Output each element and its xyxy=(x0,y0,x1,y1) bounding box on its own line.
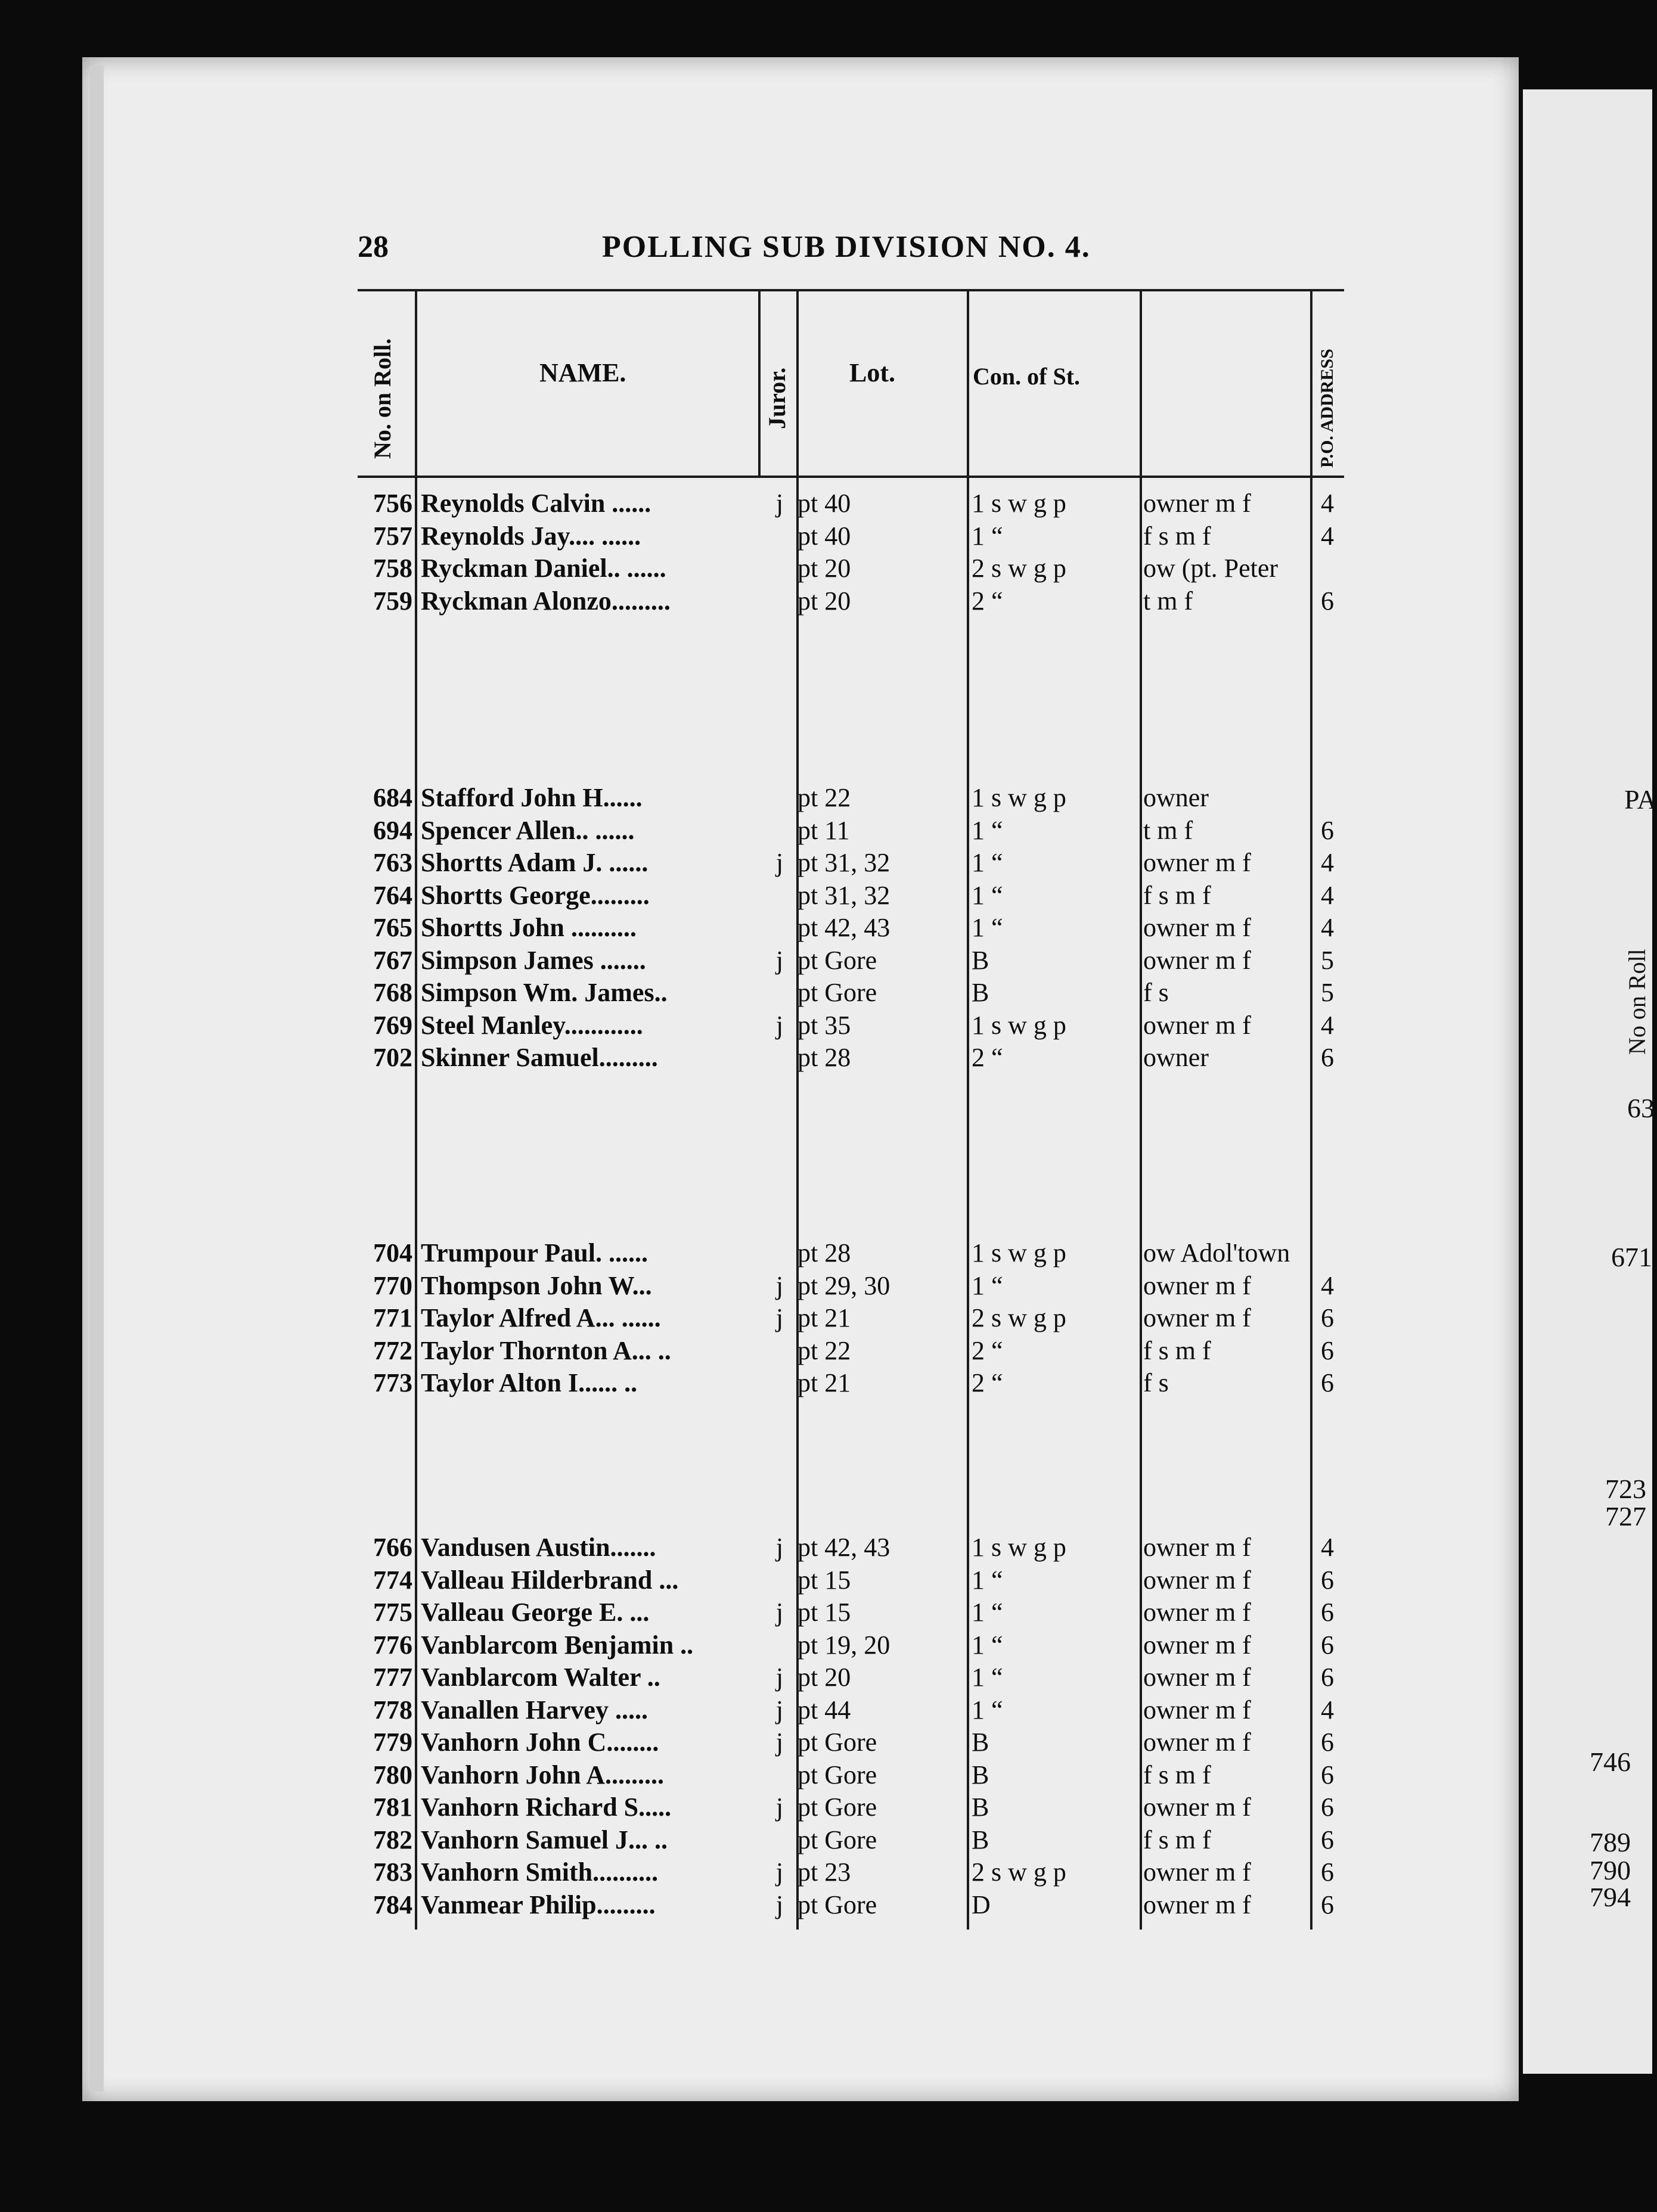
occupation-cell: owner m f xyxy=(1143,1271,1251,1300)
roll-number: 782 xyxy=(373,1825,412,1854)
table-row xyxy=(0,1367,1652,1399)
voter-name: Taylor Thornton A... .. xyxy=(421,1336,671,1365)
concession-cell: 2 s w g p xyxy=(972,1303,1066,1332)
voter-name: Thompson John W... xyxy=(421,1271,652,1300)
adjacent-column-fragment: No on Roll xyxy=(1624,949,1650,1055)
table-row xyxy=(0,552,1652,585)
lot-cell: pt 15 xyxy=(798,1598,851,1627)
voter-name: Ryckman Daniel.. ...... xyxy=(421,554,666,583)
lot-cell: pt 42, 43 xyxy=(798,1533,890,1562)
juror-mark: j xyxy=(775,1792,784,1822)
po-address-cell: 6 xyxy=(1321,586,1334,616)
roll-number: 784 xyxy=(373,1890,412,1919)
occupation-cell: f s m f xyxy=(1143,521,1211,551)
occupation-cell: t m f xyxy=(1143,586,1193,616)
occupation-cell: f s xyxy=(1143,978,1169,1007)
table-row xyxy=(0,1726,1652,1759)
lot-cell: pt Gore xyxy=(798,1728,877,1757)
lot-cell: pt 35 xyxy=(798,1011,851,1040)
table-row xyxy=(0,1629,1652,1661)
occupation-cell: owner m f xyxy=(1143,489,1251,518)
adjacent-number: 723 xyxy=(1605,1474,1646,1504)
lot-cell: pt 42, 43 xyxy=(798,913,890,942)
table-top-rule xyxy=(358,289,1344,291)
table-row xyxy=(0,1335,1652,1367)
voter-name: Vanhorn John A......... xyxy=(421,1760,664,1790)
occupation-cell: owner m f xyxy=(1143,1598,1251,1627)
occupation-cell: owner m f xyxy=(1143,1303,1251,1332)
voter-name: Vandusen Austin....... xyxy=(421,1533,656,1562)
occupation-cell: owner m f xyxy=(1143,1565,1251,1595)
roll-number: 780 xyxy=(373,1760,412,1790)
juror-mark: j xyxy=(775,1598,784,1627)
table-row xyxy=(0,847,1652,879)
voter-name: Vanhorn John C........ xyxy=(421,1728,659,1757)
header-name: NAME. xyxy=(539,358,626,387)
concession-cell: 1 “ xyxy=(972,1663,1003,1692)
roll-number: 766 xyxy=(373,1533,412,1562)
occupation-cell: owner m f xyxy=(1143,1630,1251,1660)
concession-cell: 1 “ xyxy=(972,1630,1003,1660)
occupation-cell: f s m f xyxy=(1143,1760,1211,1790)
lot-cell: pt 40 xyxy=(798,489,851,518)
table-row xyxy=(0,1237,1652,1269)
occupation-cell: owner m f xyxy=(1143,1890,1251,1919)
occupation-cell: f s m f xyxy=(1143,881,1211,910)
po-address-cell: 6 xyxy=(1321,1663,1334,1692)
voter-name: Skinner Samuel......... xyxy=(421,1043,658,1072)
concession-cell: 2 “ xyxy=(972,1043,1003,1072)
concession-cell: 1 s w g p xyxy=(972,783,1066,812)
roll-number: 694 xyxy=(373,816,412,845)
juror-mark: j xyxy=(775,489,784,518)
po-address-cell: 4 xyxy=(1321,1695,1334,1725)
occupation-cell: owner m f xyxy=(1143,1857,1251,1887)
roll-number: 781 xyxy=(373,1792,412,1822)
po-address-cell: 4 xyxy=(1321,521,1334,551)
occupation-cell: t m f xyxy=(1143,816,1193,845)
concession-cell: B xyxy=(972,1728,989,1757)
table-row xyxy=(0,1531,1652,1564)
occupation-cell: owner m f xyxy=(1143,1011,1251,1040)
table-row xyxy=(0,815,1652,847)
po-address-cell: 4 xyxy=(1321,1271,1334,1300)
voter-name: Vanhorn Smith.......... xyxy=(421,1857,659,1887)
table-row xyxy=(0,880,1652,912)
roll-number: 777 xyxy=(373,1663,412,1692)
roll-number: 772 xyxy=(373,1336,412,1365)
roll-number: 779 xyxy=(373,1728,412,1757)
roll-number: 773 xyxy=(373,1368,412,1397)
occupation-cell: ow (pt. Peter xyxy=(1143,554,1279,583)
roll-number: 778 xyxy=(373,1695,412,1725)
lot-cell: pt 15 xyxy=(798,1565,851,1595)
voter-name: Vanblarcom Walter .. xyxy=(421,1663,660,1692)
table-row xyxy=(0,585,1652,617)
po-address-cell: 6 xyxy=(1321,1303,1334,1332)
roll-number: 768 xyxy=(373,978,412,1007)
voter-name: Shortts Adam J. ...... xyxy=(421,848,648,877)
lot-cell: pt Gore xyxy=(798,1825,877,1854)
table-row xyxy=(0,1302,1652,1334)
lot-cell: pt 11 xyxy=(798,816,850,845)
table-row xyxy=(0,520,1652,552)
po-address-cell: 6 xyxy=(1321,1630,1334,1660)
table-row xyxy=(0,1759,1652,1791)
po-address-cell: 4 xyxy=(1321,1011,1334,1040)
concession-cell: 1 “ xyxy=(972,913,1003,942)
voter-name: Reynolds Jay.... ...... xyxy=(421,521,641,551)
lot-cell: pt 20 xyxy=(798,1663,851,1692)
table-row xyxy=(0,945,1652,977)
po-address-cell: 6 xyxy=(1321,1368,1334,1397)
juror-mark: j xyxy=(775,1533,784,1562)
table-row xyxy=(0,912,1652,944)
table-row xyxy=(0,1856,1652,1888)
concession-cell: 1 “ xyxy=(972,816,1003,845)
voter-name: Simpson Wm. James.. xyxy=(421,978,668,1007)
lot-cell: pt 28 xyxy=(798,1238,851,1267)
juror-mark: j xyxy=(775,1303,784,1332)
po-address-cell: 6 xyxy=(1321,1890,1334,1919)
table-row xyxy=(0,1564,1652,1596)
occupation-cell: owner xyxy=(1143,1043,1209,1072)
concession-cell: D xyxy=(972,1890,991,1919)
lot-cell: pt Gore xyxy=(798,978,877,1007)
occupation-cell: f s xyxy=(1143,1368,1169,1397)
voter-name: Shortts George......... xyxy=(421,881,650,910)
lot-cell: pt 19, 20 xyxy=(798,1630,890,1660)
occupation-cell: f s m f xyxy=(1143,1825,1211,1854)
column-rule xyxy=(758,291,761,476)
header-lot: Lot. xyxy=(849,358,895,387)
voter-name: Reynolds Calvin ...... xyxy=(421,489,651,518)
concession-cell: 1 s w g p xyxy=(972,489,1066,518)
adjacent-number: 789 xyxy=(1590,1827,1631,1857)
concession-cell: 2 “ xyxy=(972,586,1003,616)
lot-cell: pt 29, 30 xyxy=(798,1271,890,1300)
occupation-cell: owner m f xyxy=(1143,1533,1251,1562)
occupation-cell: owner m f xyxy=(1143,913,1251,942)
header-bottom-rule xyxy=(358,476,1344,478)
occupation-cell: owner m f xyxy=(1143,848,1251,877)
voter-name: Shortts John .......... xyxy=(421,913,637,942)
po-address-cell: 6 xyxy=(1321,1825,1334,1854)
adjacent-number: 63 xyxy=(1627,1093,1655,1123)
po-address-cell: 4 xyxy=(1321,1533,1334,1562)
lot-cell: pt 23 xyxy=(798,1857,851,1887)
adjacent-number: 671 xyxy=(1611,1242,1652,1272)
page-title: POLLING SUB DIVISION NO. 4. xyxy=(602,230,1091,264)
roll-number: 704 xyxy=(373,1238,412,1267)
lot-cell: pt 40 xyxy=(798,521,851,551)
po-address-cell: 6 xyxy=(1321,1336,1334,1365)
lot-cell: pt 31, 32 xyxy=(798,848,890,877)
table-row xyxy=(0,977,1652,1009)
table-row xyxy=(0,1889,1652,1921)
occupation-cell: owner m f xyxy=(1143,946,1251,975)
po-address-cell: 6 xyxy=(1321,1598,1334,1627)
po-address-cell: 6 xyxy=(1321,1857,1334,1887)
roll-number: 756 xyxy=(373,489,412,518)
concession-cell: 1 s w g p xyxy=(972,1011,1066,1040)
roll-number: 783 xyxy=(373,1857,412,1887)
adjacent-number: 746 xyxy=(1590,1747,1631,1777)
table-row xyxy=(0,1270,1652,1302)
po-address-cell: 6 xyxy=(1321,1565,1334,1595)
occupation-cell: f s m f xyxy=(1143,1336,1211,1365)
juror-mark: j xyxy=(775,848,784,877)
concession-cell: 1 “ xyxy=(972,881,1003,910)
po-address-cell: 6 xyxy=(1321,1760,1334,1790)
concession-cell: 1 “ xyxy=(972,1271,1003,1300)
roll-number: 765 xyxy=(373,913,412,942)
po-address-cell: 5 xyxy=(1321,946,1334,975)
voter-name: Ryckman Alonzo......... xyxy=(421,586,671,616)
occupation-cell: owner m f xyxy=(1143,1728,1251,1757)
roll-number: 763 xyxy=(373,848,412,877)
lot-cell: pt Gore xyxy=(798,946,877,975)
roll-number: 764 xyxy=(373,881,412,910)
concession-cell: 1 “ xyxy=(972,1695,1003,1725)
juror-mark: j xyxy=(775,1890,784,1919)
voter-name: Taylor Alfred A... ...... xyxy=(421,1303,661,1332)
concession-cell: 1 “ xyxy=(972,1565,1003,1595)
voter-name: Stafford John H...... xyxy=(421,783,643,812)
po-address-cell: 6 xyxy=(1321,1728,1334,1757)
page-number: 28 xyxy=(358,230,389,264)
po-address-cell: 6 xyxy=(1321,1792,1334,1822)
concession-cell: 2 s w g p xyxy=(972,554,1066,583)
roll-number: 769 xyxy=(373,1011,412,1040)
lot-cell: pt Gore xyxy=(798,1760,877,1790)
concession-cell: 1 s w g p xyxy=(972,1238,1066,1267)
voter-name: Simpson James ....... xyxy=(421,946,646,975)
table-row xyxy=(0,1824,1652,1856)
juror-mark: j xyxy=(775,1728,784,1757)
voter-name: Vanblarcom Benjamin .. xyxy=(421,1630,694,1660)
roll-number: 757 xyxy=(373,521,412,551)
voter-name: Taylor Alton I...... .. xyxy=(421,1368,638,1397)
table-row xyxy=(0,1694,1652,1726)
lot-cell: pt 20 xyxy=(798,586,851,616)
voter-name: Valleau George E. ... xyxy=(421,1598,650,1627)
po-address-cell: 6 xyxy=(1321,1043,1334,1072)
lot-cell: pt 21 xyxy=(798,1303,851,1332)
lot-cell: pt 20 xyxy=(798,554,851,583)
occupation-cell: owner xyxy=(1143,783,1209,812)
juror-mark: j xyxy=(775,946,784,975)
occupation-cell: owner m f xyxy=(1143,1792,1251,1822)
voter-name: Spencer Allen.. ...... xyxy=(421,816,635,845)
roll-number: 759 xyxy=(373,586,412,616)
concession-cell: B xyxy=(972,1792,989,1822)
concession-cell: B xyxy=(972,1760,989,1790)
occupation-cell: ow Adol'town xyxy=(1143,1238,1290,1267)
lot-cell: pt 31, 32 xyxy=(798,881,890,910)
roll-number: 774 xyxy=(373,1565,412,1595)
roll-number: 775 xyxy=(373,1598,412,1627)
lot-cell: pt 44 xyxy=(798,1695,851,1725)
lot-cell: pt 22 xyxy=(798,1336,851,1365)
juror-mark: j xyxy=(775,1663,784,1692)
header-po-address: P.O. ADDRESS xyxy=(1317,349,1337,468)
roll-number: 776 xyxy=(373,1630,412,1660)
juror-mark: j xyxy=(775,1857,784,1887)
roll-number: 771 xyxy=(373,1303,412,1332)
concession-cell: 1 “ xyxy=(972,521,1003,551)
voter-name: Vanmear Philip......... xyxy=(421,1890,656,1919)
roll-number: 702 xyxy=(373,1043,412,1072)
po-address-cell: 6 xyxy=(1321,816,1334,845)
concession-cell: B xyxy=(972,1825,989,1854)
adjacent-number: 790 xyxy=(1590,1855,1631,1885)
occupation-cell: owner m f xyxy=(1143,1663,1251,1692)
lot-cell: pt Gore xyxy=(798,1792,877,1822)
table-row xyxy=(0,1661,1652,1694)
concession-cell: 1 “ xyxy=(972,848,1003,877)
po-address-cell: 4 xyxy=(1321,881,1334,910)
voter-name: Vanallen Harvey ..... xyxy=(421,1695,648,1725)
table-row xyxy=(0,1596,1652,1629)
header-con-of-st: Con. of St. xyxy=(973,363,1081,390)
voter-name: Trumpour Paul. ...... xyxy=(421,1238,648,1267)
juror-mark: j xyxy=(775,1011,784,1040)
lot-cell: pt 28 xyxy=(798,1043,851,1072)
table-row xyxy=(0,1791,1652,1823)
table-row xyxy=(0,1042,1652,1074)
concession-cell: 2 “ xyxy=(972,1336,1003,1365)
concession-cell: 1 “ xyxy=(972,1598,1003,1627)
roll-number: 684 xyxy=(373,783,412,812)
juror-mark: j xyxy=(775,1695,784,1725)
header-no-on-roll: No. on Roll. xyxy=(369,338,396,459)
voter-name: Steel Manley............ xyxy=(421,1011,643,1040)
occupation-cell: owner m f xyxy=(1143,1695,1251,1725)
po-address-cell: 4 xyxy=(1321,489,1334,518)
table-row xyxy=(0,487,1652,520)
concession-cell: 2 s w g p xyxy=(972,1857,1066,1887)
roll-number: 767 xyxy=(373,946,412,975)
voter-name: Vanhorn Samuel J... .. xyxy=(421,1825,668,1854)
voter-name: Valleau Hilderbrand ... xyxy=(421,1565,679,1595)
table-row xyxy=(0,1009,1652,1042)
roll-number: 758 xyxy=(373,554,412,583)
adjacent-header-fragment: PA xyxy=(1624,784,1657,815)
lot-cell: pt 22 xyxy=(798,783,851,812)
concession-cell: 1 s w g p xyxy=(972,1533,1066,1562)
adjacent-number: 794 xyxy=(1590,1882,1631,1912)
table-row xyxy=(0,782,1652,814)
po-address-cell: 4 xyxy=(1321,913,1334,942)
concession-cell: B xyxy=(972,978,989,1007)
po-address-cell: 5 xyxy=(1321,978,1334,1007)
concession-cell: B xyxy=(972,946,989,975)
lot-cell: pt Gore xyxy=(798,1890,877,1919)
adjacent-number: 727 xyxy=(1605,1501,1646,1531)
po-address-cell: 4 xyxy=(1321,848,1334,877)
header-juror: Juror. xyxy=(764,367,790,429)
voter-name: Vanhorn Richard S..... xyxy=(421,1792,672,1822)
lot-cell: pt 21 xyxy=(798,1368,851,1397)
concession-cell: 2 “ xyxy=(972,1368,1003,1397)
juror-mark: j xyxy=(775,1271,784,1300)
roll-number: 770 xyxy=(373,1271,412,1300)
